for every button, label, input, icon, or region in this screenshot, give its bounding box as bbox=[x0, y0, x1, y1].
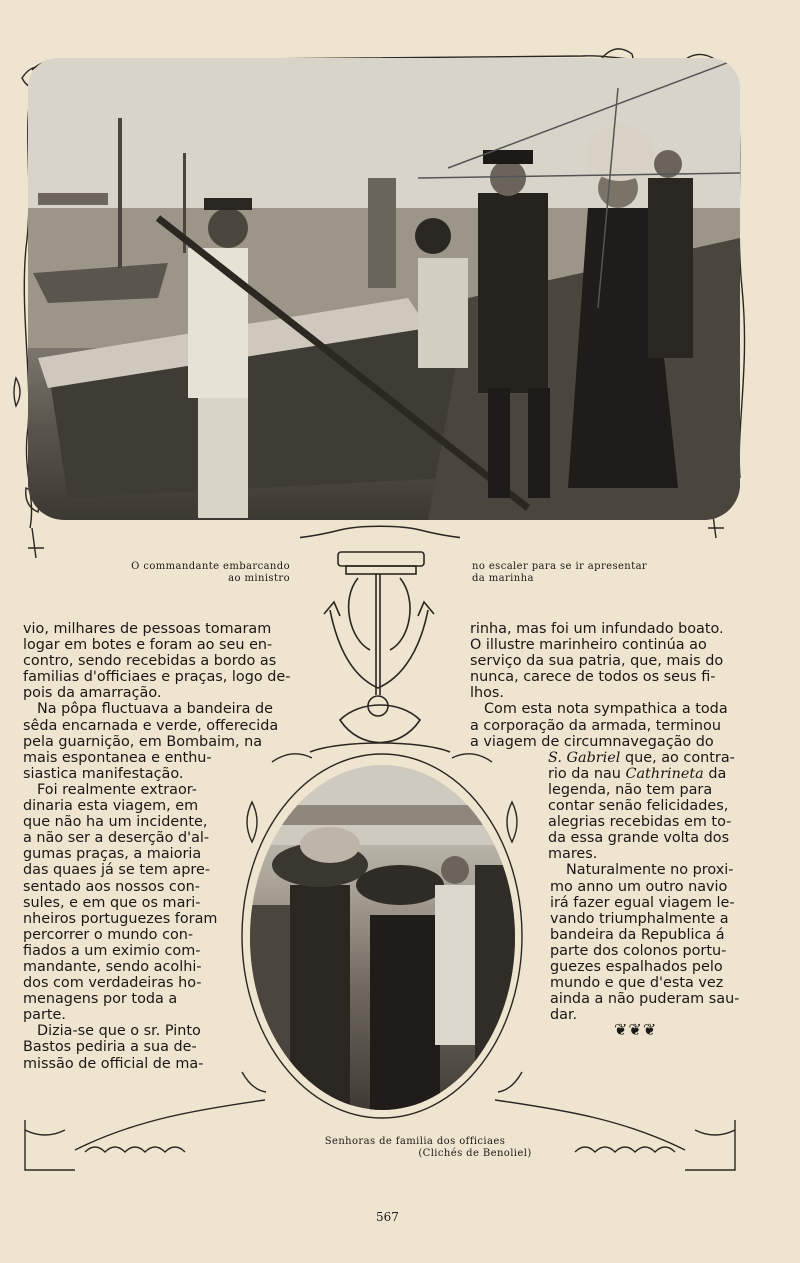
left-line-20: percorrer o mundo con- bbox=[23, 926, 194, 943]
left-line-5: pois da amarração. bbox=[23, 685, 162, 702]
caption-top-right-line2: da marinha bbox=[472, 573, 534, 584]
photo-scene-ship-deck bbox=[28, 58, 740, 520]
caption-bottom bbox=[290, 1136, 540, 1160]
left-line-14: a não ser a deserção d'al- bbox=[23, 830, 210, 847]
right-line-5: lhos. bbox=[470, 685, 504, 702]
caption-top-left-line1: O commandante embarcando bbox=[131, 561, 290, 572]
right-line-11: legenda, não tem para bbox=[548, 781, 713, 798]
anchor-ornament bbox=[300, 520, 460, 760]
right-line-8: a viagem de circumnavegação do bbox=[470, 733, 714, 750]
left-line-28: missão de official de ma- bbox=[23, 1055, 204, 1072]
right-line-22: guezes espalhados pelo bbox=[550, 958, 723, 975]
ship-name-cathrineta: Cathrineta bbox=[625, 765, 704, 782]
right-line-19: vando triumphalmente a bbox=[550, 910, 729, 927]
right-line-6: Com esta nota sympathica a toda bbox=[484, 701, 728, 718]
page-number: 567 bbox=[376, 1210, 399, 1224]
right-line-25: dar. bbox=[550, 1007, 578, 1024]
fleuron-ornament: ❦❦❦ bbox=[614, 1020, 658, 1039]
right-line-13: alegrias recebidas em to- bbox=[548, 814, 732, 831]
right-line-17: mo anno um outro navio bbox=[550, 878, 728, 895]
left-line-9: mais espontanea e enthu- bbox=[23, 749, 212, 766]
right-line-2: O illustre marinheiro continúa ao bbox=[470, 637, 707, 654]
right-line-10-text: rio da nau bbox=[548, 765, 621, 782]
left-line-8: pela guarnição, em Bombaim, na bbox=[23, 733, 263, 750]
caption-bottom-line2: (Clichés de Benoliel) bbox=[418, 1148, 532, 1159]
bottom-ornamental-border bbox=[15, 1090, 745, 1180]
left-line-2: logar em botes e foram ao seu en- bbox=[23, 637, 273, 654]
left-line-25: parte. bbox=[23, 1007, 66, 1024]
left-line-1: vio, milhares de pessoas tomaram bbox=[23, 621, 272, 637]
caption-top-left bbox=[130, 561, 290, 585]
left-line-23: dos com verdadeiras ho- bbox=[23, 975, 202, 992]
left-line-17: sentado aos nossos con- bbox=[23, 878, 200, 895]
article-right-column bbox=[470, 621, 770, 1023]
left-line-15: gumas praças, a maioria bbox=[23, 846, 202, 863]
right-line-14: da essa grande volta dos bbox=[548, 830, 730, 847]
left-line-24: menagens por toda a bbox=[23, 991, 178, 1008]
right-line-7: a corporação da armada, terminou bbox=[470, 717, 721, 734]
right-line-20: bandeira da Republica á bbox=[550, 926, 725, 943]
left-line-6: Na pôpa fluctuava a bandeira de bbox=[37, 701, 273, 718]
left-line-26: Dizia-se que o sr. Pinto bbox=[37, 1023, 201, 1040]
right-line-24: ainda a não puderam sau- bbox=[550, 991, 740, 1008]
left-line-12: dinaria esta viagem, em bbox=[23, 798, 199, 815]
right-line-9 bbox=[470, 750, 770, 766]
left-line-22: mandante, sendo acolhi- bbox=[23, 958, 202, 975]
right-line-18: irá fazer egual viagem le- bbox=[550, 894, 735, 911]
left-line-7: sêda encarnada e verde, offerecida bbox=[23, 717, 279, 734]
right-line-16: Naturalmente no proxi- bbox=[566, 862, 734, 879]
left-line-4: familias d'officiaes e praças, logo de- bbox=[23, 669, 291, 686]
caption-top-right bbox=[472, 561, 652, 585]
photo-commander-boarding bbox=[28, 58, 740, 520]
left-line-13: que não ha um incidente, bbox=[23, 814, 208, 831]
left-line-11: Foi realmente extraor- bbox=[37, 781, 197, 798]
right-line-9-text: que, ao contra- bbox=[624, 749, 735, 766]
caption-top-left-line2: ao ministro bbox=[228, 573, 290, 584]
left-line-21: fiados a um eximio com- bbox=[23, 942, 201, 959]
right-line-10-tail: da bbox=[708, 765, 727, 782]
left-line-10: siastica manifestação. bbox=[23, 765, 184, 782]
left-line-16: das quaes já se tem apre- bbox=[23, 862, 211, 879]
right-line-21: parte dos colonos portu- bbox=[550, 942, 727, 959]
left-line-27: Bastos pediria a sua de- bbox=[23, 1039, 197, 1056]
left-line-19: nheiros portuguezes foram bbox=[23, 910, 218, 927]
right-line-3: serviço da sua patria, que, mais do bbox=[470, 653, 724, 670]
right-line-15: mares. bbox=[548, 846, 598, 863]
ship-name-s-gabriel: S. Gabriel bbox=[548, 749, 621, 766]
left-line-18: sules, e em que os mari- bbox=[23, 894, 201, 911]
left-line-3: contro, sendo recebidas a bordo as bbox=[23, 653, 277, 670]
caption-top-right-line1: no escaler para se ir apresentar bbox=[472, 561, 648, 572]
right-line-23: mundo e que d'esta vez bbox=[550, 975, 724, 992]
right-line-1: rinha, mas foi um infundado boato. bbox=[470, 621, 724, 637]
right-line-10 bbox=[470, 766, 770, 782]
article-left-column bbox=[23, 621, 291, 1072]
caption-bottom-line1: Senhoras de familia dos officiaes bbox=[324, 1136, 506, 1147]
right-line-12: contar senão felicidades, bbox=[548, 798, 729, 815]
right-line-4: nunca, carece de todos os seus fi- bbox=[470, 669, 716, 686]
